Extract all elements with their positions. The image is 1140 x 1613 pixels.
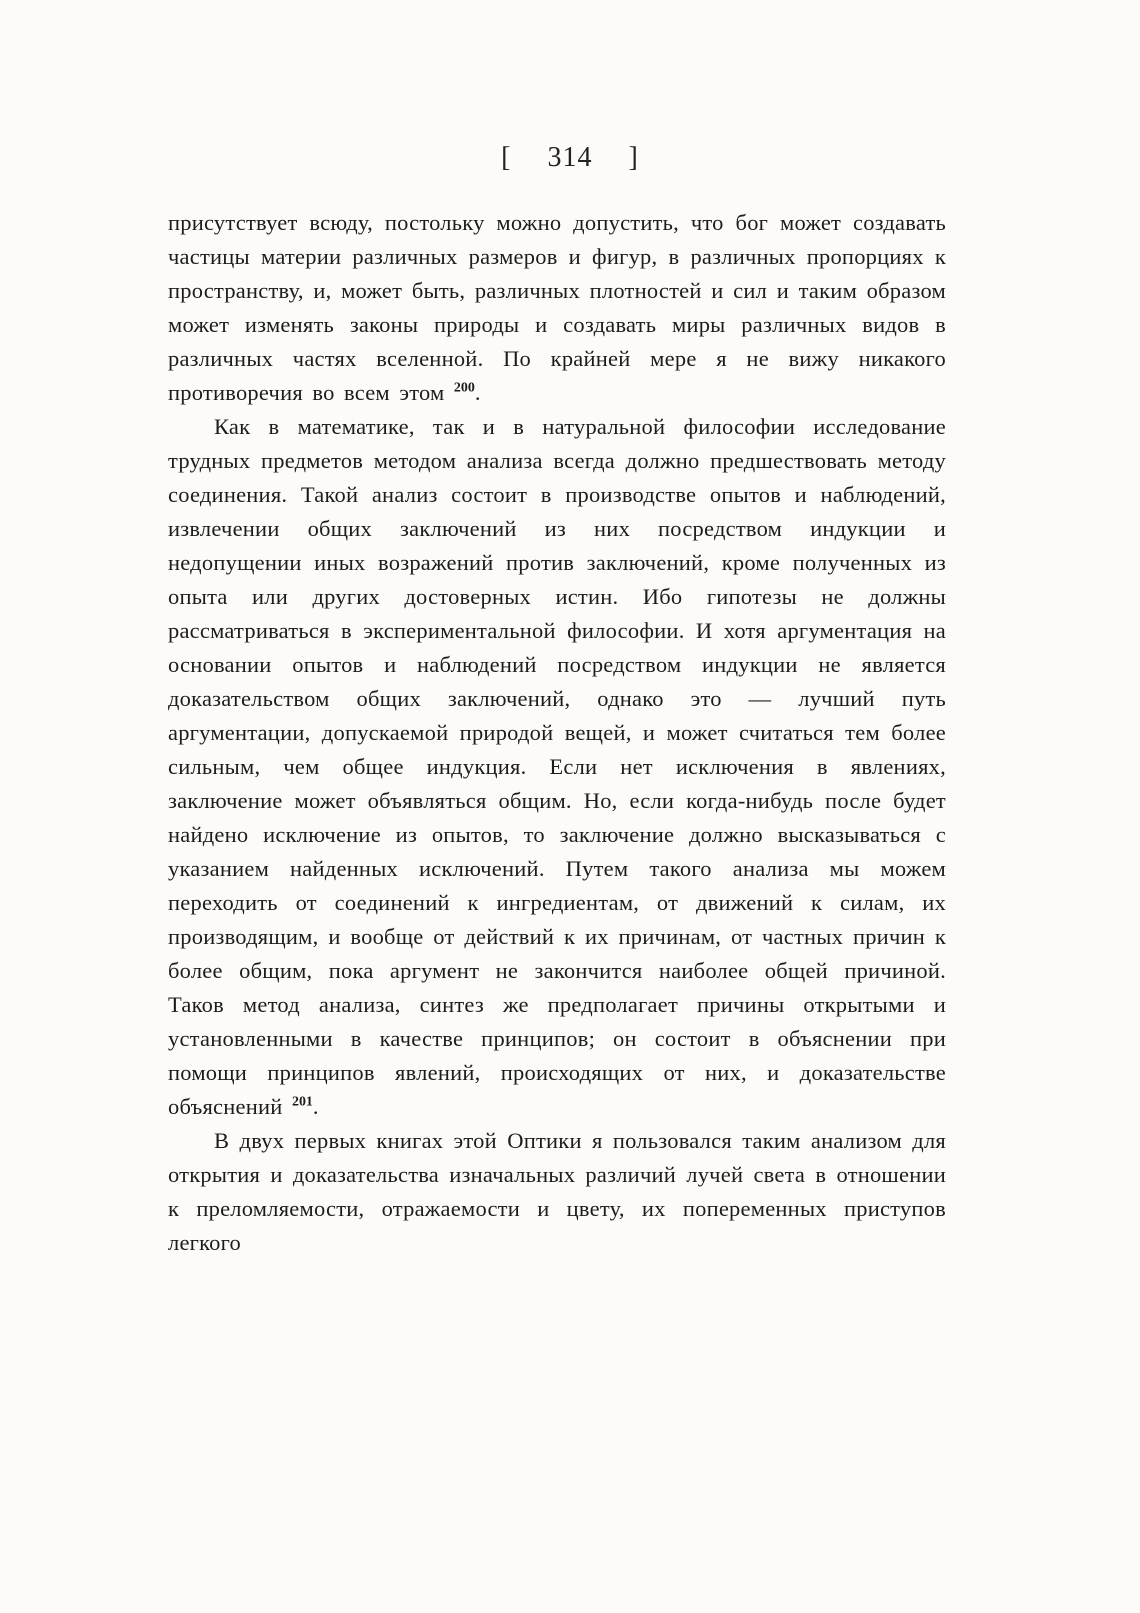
paragraph xyxy=(168,410,946,1124)
page-number: 314 xyxy=(547,142,593,173)
page-number-header xyxy=(0,142,1140,174)
bracket-left: [ xyxy=(501,142,512,173)
paragraph xyxy=(168,1124,946,1260)
text-run: Как в математике, так и в натуральной философии исследование трудных предметов методом анализа всегда должно предшествовать методу соединения. Такой анализ состоит в производстве опытов и наблюдений, извлечении общих заключений из них посредством индукции и недопущении иных возражений против заключений, кроме полученных из опыта или других достоверных истин. Ибо гипотезы не должны рассматриваться в экспериментальной философии. И хотя аргументация на основании опытов и наблюдений посредством индукции не является доказательством общих заключений, однако это — лучший путь аргументации, допускаемой природой вещей, и может считаться тем более сильным, чем общее индукция. Если нет исключения в явлениях, заключение может объявляться общим. Но, если когда-нибудь после будет найдено исключение из опытов, то заключение должно высказываться с указанием найденных исключений. Путем такого анализа мы можем переходить от соединений к ингредиентам, от движений к силам, их производящим, и вообще от действий к их причинам, от частных причин к более общим, пока аргумент не закончится наиболее общей причиной. Таков метод анализа, синтез же предполагает причины открытыми и установленными в качестве принципов; он состоит в объяснении при помощи принципов явлений, происходящих от них, и доказательстве объяснений xyxy=(168,414,946,1119)
bracket-right: ] xyxy=(628,142,639,173)
text-run: . xyxy=(474,380,481,405)
text-run: В двух первых книгах этой Оптики я пользовался таким анализом для открытия и доказательства изначальных различий лучей света в отношении к преломляемости, отражаемости и цвету, их попеременных приступов легкого xyxy=(168,1128,946,1255)
footnote-ref: 200 xyxy=(453,380,475,396)
footnote-ref: 201 xyxy=(291,1094,313,1110)
page-body xyxy=(168,206,946,1260)
text-run: присутствует всюду, постольку можно допустить, что бог может создавать частицы материи различных размеров и фигур, в различных пропорциях к пространству, и, может быть, различных плотностей и сил и таким образом может изменять законы природы и создавать миры различных видов в различных частях вселенной. По крайней мере я не вижу никакого противоречия во всем этом xyxy=(168,210,946,405)
paragraph xyxy=(168,206,946,410)
text-run: . xyxy=(312,1094,319,1119)
